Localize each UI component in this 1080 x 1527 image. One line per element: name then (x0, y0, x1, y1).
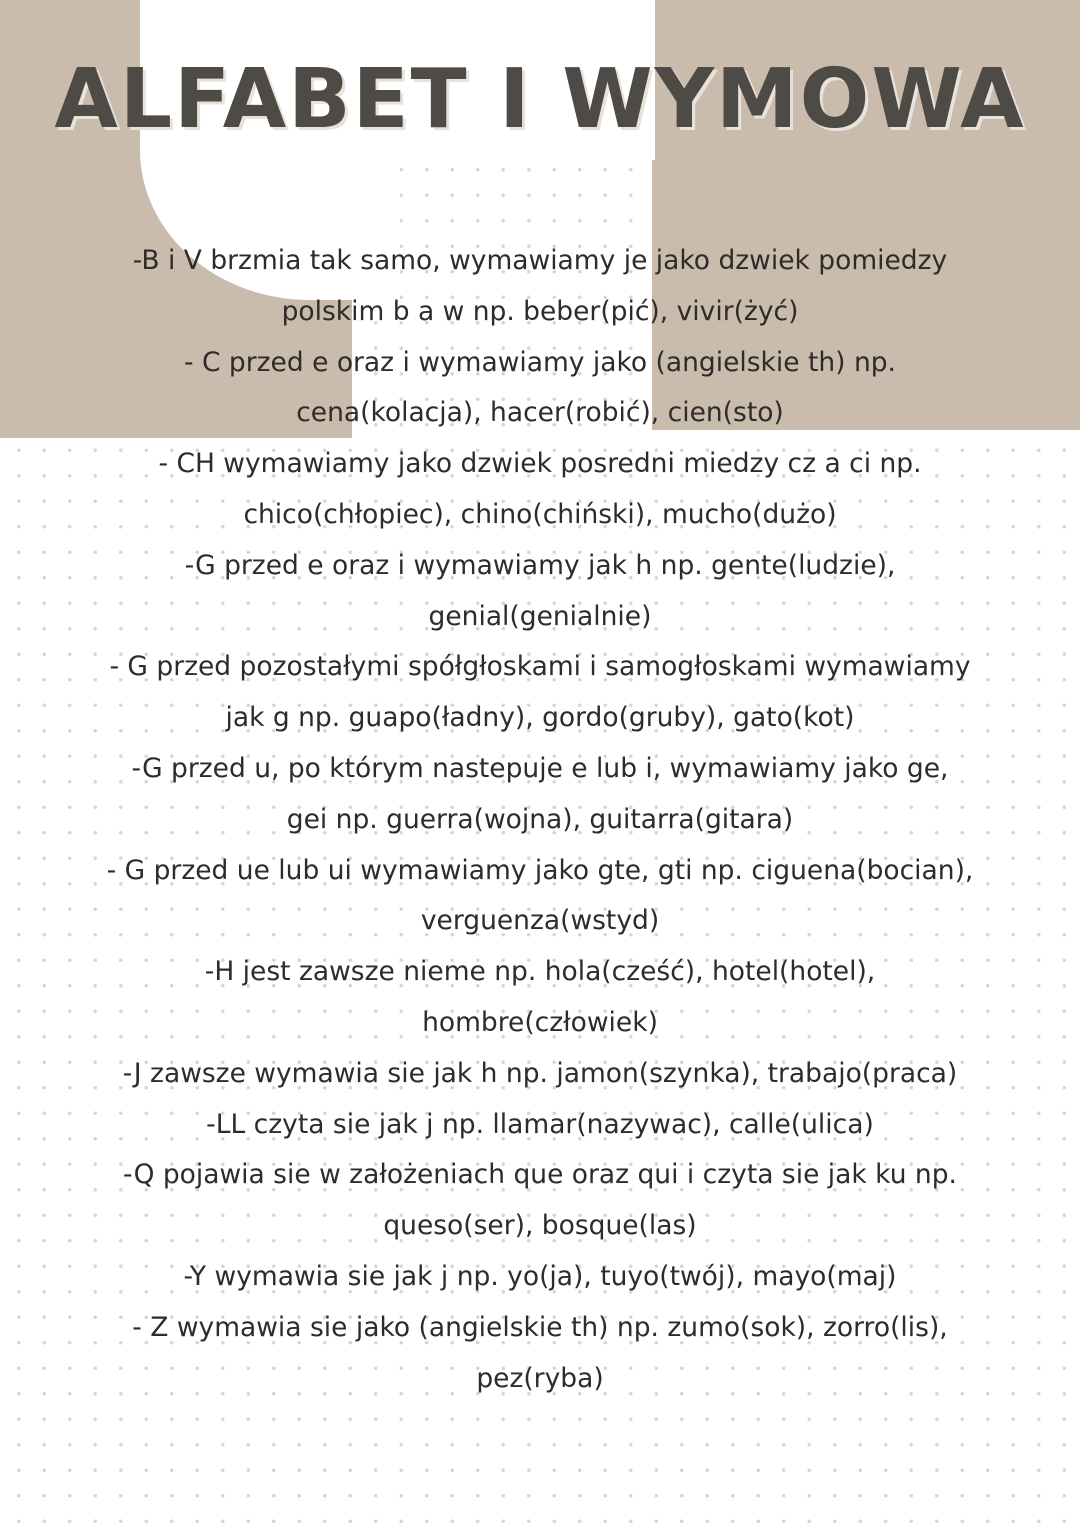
note-line: - G przed pozostałymi spółgłoskami i samogłoskami wymawiamy (109, 651, 971, 683)
note-line: - C przed e oraz i wymawiamy jako (angielskie th) np. (184, 346, 896, 378)
note-line: - G przed ue lub ui wymawiamy jako gte, gti np. ciguena(bocian), (106, 854, 974, 886)
note-line: -J zawsze wymawia sie jak h np. jamon(szynka), trabajo(praca) (122, 1057, 958, 1089)
note-line: -H jest zawsze nieme np. hola(cześć), hotel(hotel), (204, 956, 876, 988)
note-line: hombre(człowiek) (422, 1006, 658, 1038)
note-body (40, 236, 1040, 1404)
note-line: -Q pojawia sie w założeniach que oraz qui i czyta sie jak ku np. (123, 1159, 957, 1191)
note-line: -Y wymawia sie jak j np. yo(ja), tuyo(twój), mayo(maj) (183, 1260, 897, 1292)
note-line: genial(genialnie) (428, 600, 652, 632)
note-line: polskim b a w np. beber(pić), vivir(żyć) (281, 295, 799, 327)
note-line: pez(ryba) (476, 1362, 604, 1394)
note-line: jak g np. guapo(ładny), gordo(gruby), gato(kot) (225, 702, 855, 734)
note-line: -G przed e oraz i wymawiamy jak h np. gente(ludzie), (184, 549, 896, 581)
note-line: -G przed u, po którym nastepuje e lub i, wymawiamy jako ge, (131, 752, 949, 784)
note-line: chico(chłopiec), chino(chiński), mucho(dużo) (243, 498, 837, 530)
note-line: gei np. guerra(wojna), guitarra(gitara) (286, 803, 794, 835)
note-line: - Z wymawia sie jako (angielskie th) np. zumo(sok), zorro(lis), (132, 1311, 948, 1343)
note-line: -LL czyta sie jak j np. llamar(nazywac), calle(ulica) (206, 1108, 874, 1140)
page-title: ALFABET I WYMOWA (54, 52, 1026, 147)
note-line: queso(ser), bosque(las) (383, 1210, 697, 1242)
note-line: verguenza(wstyd) (420, 905, 660, 937)
note-line: - CH wymawiamy jako dzwiek posredni miedzy cz a ci np. (158, 448, 922, 480)
note-line: -B i V brzmia tak samo, wymawiamy je jako dzwiek pomiedzy (132, 245, 948, 276)
note-line: cena(kolacja), hacer(robić), cien(sto) (296, 397, 784, 429)
